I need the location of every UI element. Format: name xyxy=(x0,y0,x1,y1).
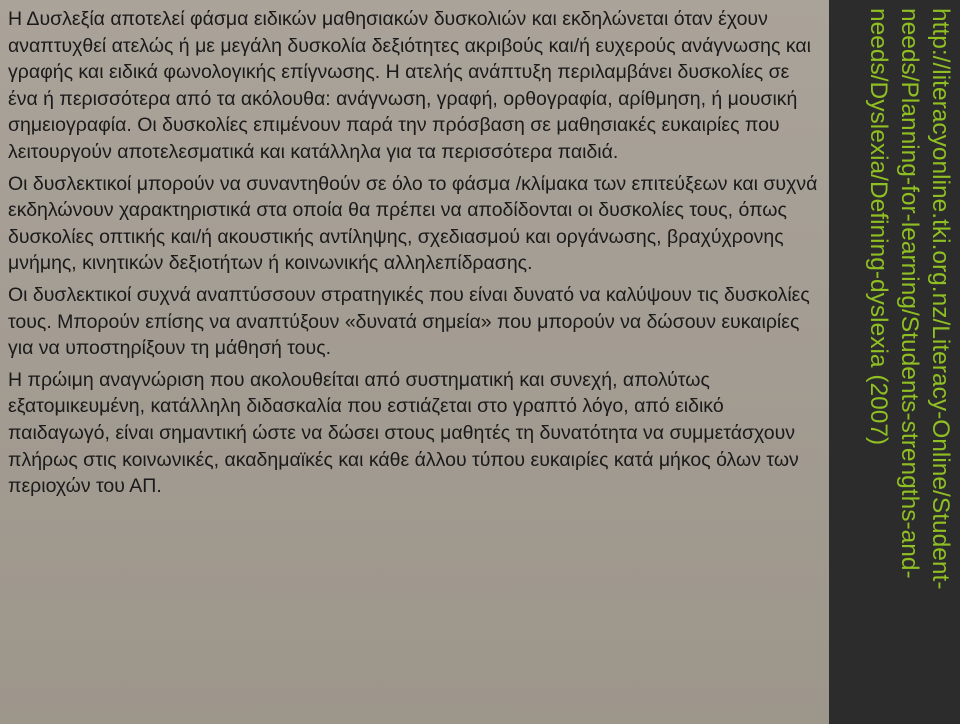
source-sidebar xyxy=(829,0,960,724)
paragraph-strategies: Οι δυσλεκτικοί συχνά αναπτύσσουν στρατηγικές που είναι δυνατό να καλύψουν τις δυσκολίες τους. Μπορούν επίσης να αναπτύξουν «δυνατά σημεία» που μπορούν να δώσουν ευκαιρίες για να υποστηρίξουν τη μάθησή τους. xyxy=(8,283,810,360)
paragraph-early-identification: Η πρώιμη αναγνώριση που ακολουθείται από συστηματική και συνεχή, απολύτως εξατομικευμένη, κατάλληλη διδασκαλία που εστιάζεται στο γραπτό λόγο, από ειδικό παιδαγωγό, είναι σημαντική ώστε να δώσει στους μαθητές τη δυνατότητα να συμμετάσχουν πλήρως στις κοινωνικές, ακαδημαϊκές και κάθε άλλου τύπου ευκαιρίες κατά μήκος όλων των περιοχών του ΑΠ. xyxy=(8,368,799,498)
paragraph-characteristics: Οι δυσλεκτικοί μπορούν να συναντηθούν σε όλο το φάσμα /κλίμακα των επιτεύξεων και συχνά εκδηλώνουν χαρακτηριστικά στα οποία θα πρέπει να αποδίδονται οι δυσκολίες τους, όπως δυσκολίες οπτικής και/ή ακουστικής αντίληψης, σχεδιασμού και οργάνωσης, βραχύχρονης μνήμης, κινητικών δεξιοτήτων ή κοινωνικής αλληλεπίδρασης. xyxy=(8,172,818,275)
source-link[interactable]: http://literacyonline.tki.org.nz/Literacy-Online/Student-needs/Planning-for-learning/Students-strengths-and-needs/Dyslexia/Defining-dyslexia (2007) xyxy=(865,8,954,590)
slide-body-text xyxy=(8,6,820,505)
paragraph-definition: Η Δυσλεξία αποτελεί φάσμα ειδικών μαθησιακών δυσκολιών και εκδηλώνεται όταν έχουν αναπτυχθεί ατελώς ή με μεγάλη δυσκολία δεξιότητες ακριβούς και/ή ευχερούς ανάγνωσης και γραφής και ειδικά φωνολογικής επίγνωσης. Η ατελής ανάπτυξη περιλαμβάνει δυσκολίες σε ένα ή περισσότερα από τα ακόλουθα: ανάγνωση, γραφή, ορθογραφία, αρίθμηση, ή μουσική σημειογραφία. Οι δυσκολίες επιμένουν παρά την πρόσβαση σε μαθησιακές ευκαιρίες που λειτουργούν αποτελεσματικά και κατάλληλα για τα περισσότερα παιδιά. xyxy=(8,8,811,163)
